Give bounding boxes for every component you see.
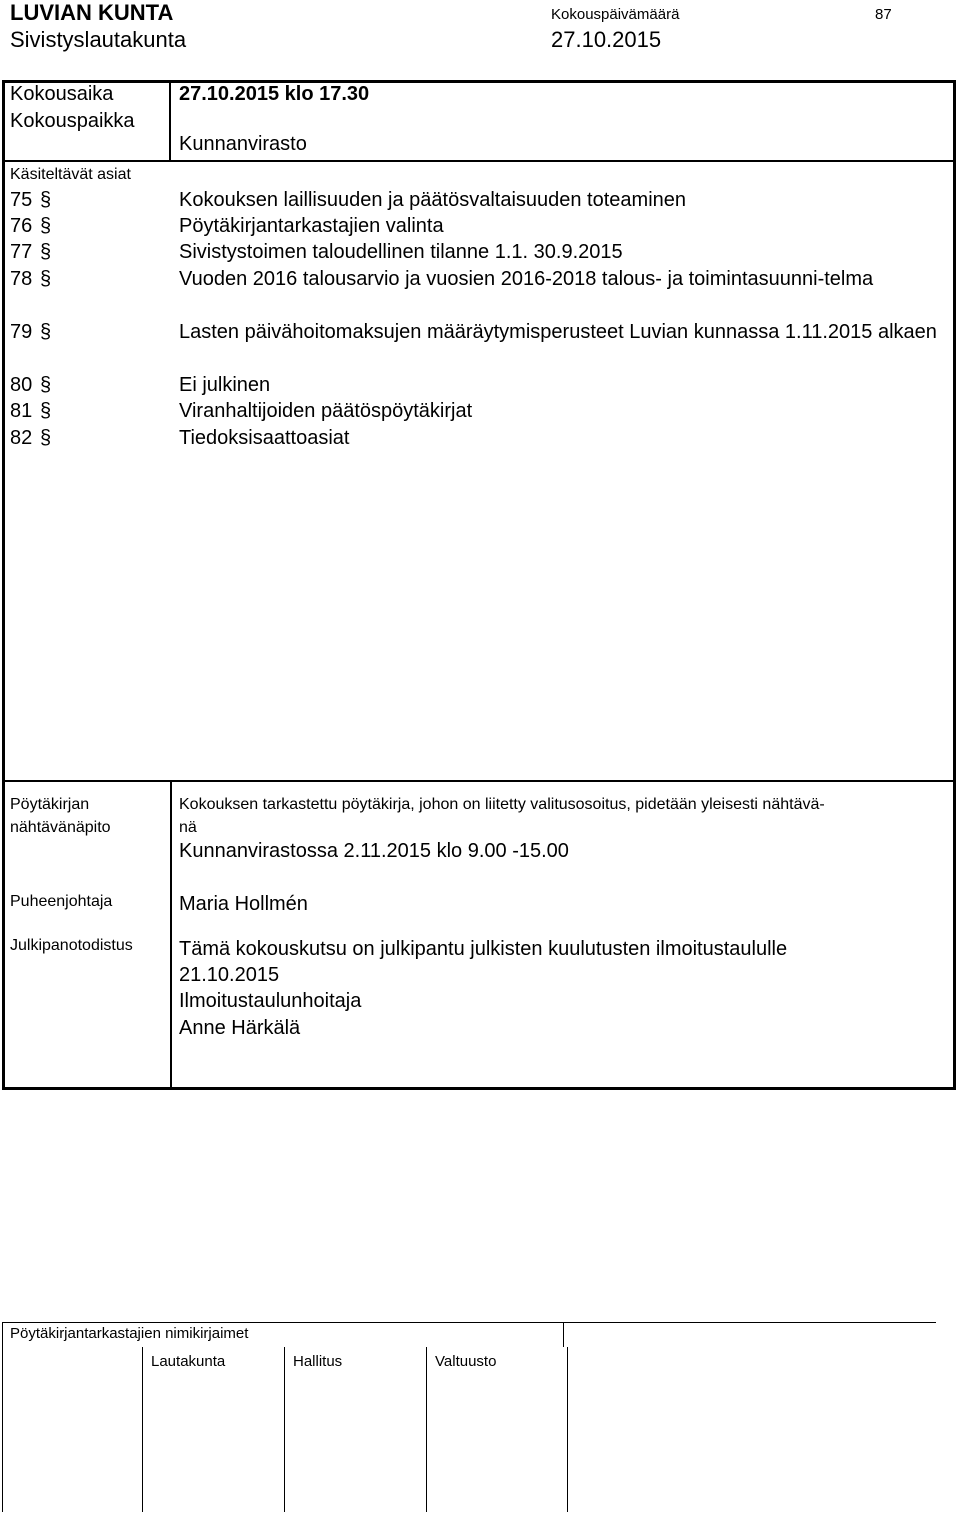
minutes-display-text-2: nä <box>179 819 197 836</box>
agenda-item-number: 81 § <box>10 400 52 422</box>
minutes-display-label-2: nähtävänäpito <box>10 819 111 836</box>
section-sign-icon <box>40 399 50 421</box>
notice-line-1: Tämä kokouskutsu on julkipantu julkisten kuulutusten ilmoitustaululle <box>179 938 788 960</box>
board-name: Sivistyslautakunta <box>10 27 187 52</box>
footer-col-valtuusto: Valtuusto <box>435 1353 497 1370</box>
footer-col-line-2 <box>284 1347 285 1512</box>
chair-label: Puheenjohtaja <box>10 893 113 910</box>
footer-split-line <box>563 1322 564 1347</box>
svg-text:§: § <box>40 400 52 422</box>
footer-left-line <box>2 1322 3 1512</box>
svg-text:§: § <box>40 241 52 263</box>
agenda-item-title: Tiedoksisaattoasiat <box>179 427 350 449</box>
meeting-time-label: Kokousaika <box>10 83 114 105</box>
meeting-place-label: Kokouspaikka <box>10 110 135 132</box>
footer-col-line-4 <box>567 1347 568 1512</box>
notice-label: Julkipanotodistus <box>10 937 133 954</box>
minutes-display-label-1: Pöytäkirjan <box>10 796 90 813</box>
agenda-label: Käsiteltävät asiat <box>10 166 131 183</box>
agenda-item-number: 78 § <box>10 268 52 290</box>
divider-meeting-col <box>169 80 171 160</box>
divider-agenda <box>2 160 956 162</box>
section-sign-icon <box>40 188 50 210</box>
divider-display <box>2 780 956 782</box>
meeting-place-value: Kunnanvirasto <box>179 133 307 155</box>
agenda-item-title: Kokouksen laillisuuden ja päätösvaltaisuuden toteaminen <box>179 189 687 211</box>
svg-text:§: § <box>40 268 52 290</box>
footer-label: Pöytäkirjantarkastajien nimikirjaimet <box>10 1325 249 1342</box>
footer-col-line-3 <box>426 1347 427 1512</box>
meeting-date: 27.10.2015 <box>551 27 662 52</box>
footer-top-line <box>2 1322 936 1323</box>
agenda-item-title: Pöytäkirjantarkastajien valinta <box>179 215 444 237</box>
meeting-date-label: Kokouspäivämäärä <box>551 6 680 23</box>
divider-lower-col <box>170 780 172 1090</box>
agenda-item-title: Ei julkinen <box>179 374 271 396</box>
section-sign-icon <box>40 240 50 262</box>
footer-col-lautakunta: Lautakunta <box>151 1353 226 1370</box>
page-number: 87 <box>875 6 892 23</box>
section-sign-icon <box>40 426 50 448</box>
svg-text:§: § <box>40 321 52 343</box>
minutes-display-text-3: Kunnanvirastossa 2.11.2015 klo 9.00 -15.00 <box>179 840 569 862</box>
agenda-item-title: Viranhaltijoiden päätöspöytäkirjat <box>179 400 473 422</box>
footer-col-line-1 <box>142 1347 143 1512</box>
agenda-item-number: 75 § <box>10 189 52 211</box>
footer-col-hallitus: Hallitus <box>293 1353 343 1370</box>
svg-text:§: § <box>40 374 52 396</box>
agenda-item-title: Vuoden 2016 talousarvio ja vuosien 2016-2018 talous- ja toimintasuunni-telma <box>179 268 874 290</box>
agenda-item-number: 80 § <box>10 374 52 396</box>
agenda-item-number: 79 § <box>10 321 52 343</box>
notice-line-3: Ilmoitustaulunhoitaja <box>179 990 362 1012</box>
organization-name: LUVIAN KUNTA <box>10 0 174 25</box>
section-sign-icon <box>40 373 50 395</box>
svg-text:§: § <box>40 189 52 211</box>
svg-text:§: § <box>40 427 52 449</box>
section-sign-icon <box>40 214 50 236</box>
meeting-time-value: 27.10.2015 klo 17.30 <box>179 83 370 105</box>
agenda-item-title: Lasten päivähoitomaksujen määräytymisperusteet Luvian kunnassa 1.11.2015 alkaen <box>179 321 937 343</box>
svg-text:§: § <box>40 215 52 237</box>
section-sign-icon <box>40 320 50 342</box>
agenda-item-number: 82 § <box>10 427 52 449</box>
notice-line-2: 21.10.2015 <box>179 964 280 986</box>
minutes-display-text-1: Kokouksen tarkastettu pöytäkirja, johon on liitetty valitusosoitus, pidetään yleisesti nähtävä- <box>179 796 825 813</box>
notice-line-4: Anne Härkälä <box>179 1017 301 1039</box>
chair-name: Maria Hollmén <box>179 893 308 915</box>
agenda-item-title: Sivistystoimen taloudellinen tilanne 1.1. 30.9.2015 <box>179 241 623 263</box>
agenda-item-number: 76 § <box>10 215 52 237</box>
agenda-item-number: 77 § <box>10 241 52 263</box>
section-sign-icon <box>40 267 50 289</box>
